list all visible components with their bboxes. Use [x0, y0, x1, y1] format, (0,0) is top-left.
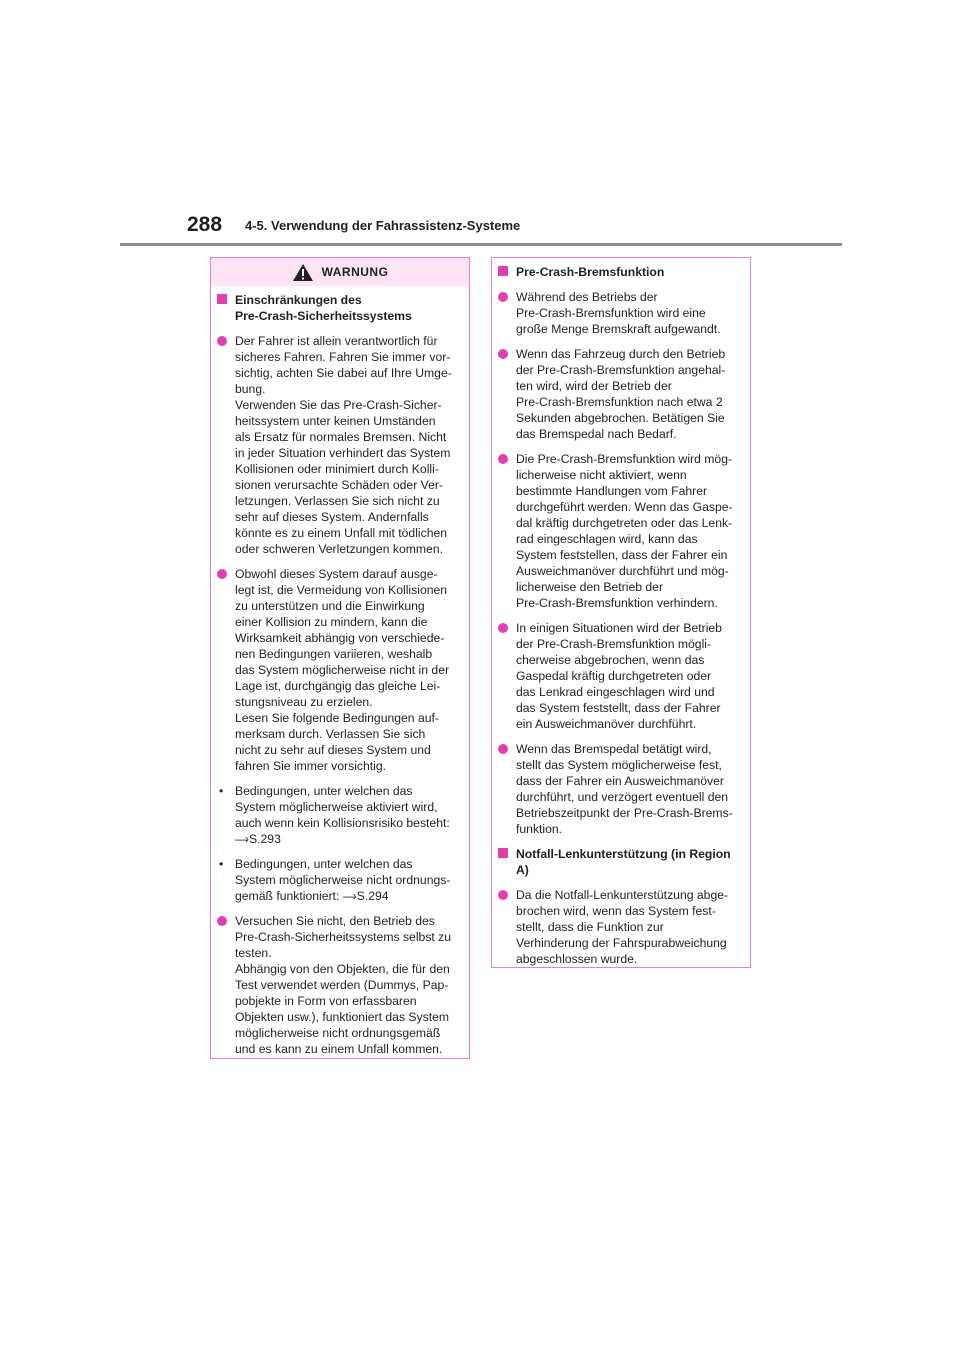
bullet-item — [217, 783, 463, 847]
paragraph-text: Versuchen Sie nicht, den Betrieb des Pre-Crash-Sicherheitssystems selbst zu testen. Abhängig von den Objekten, die für den Test verwendet werden (Dummys, Pap- pobjekte in Form von erfassbaren Objekten usw.), funktioniert das System möglicherweise nicht ordnungsgemäß und es kann zu einem Unfall kommen. — [235, 914, 452, 1056]
page-reference-text: S.294 — [356, 889, 389, 903]
circle-bullet-icon — [498, 349, 508, 359]
header-rule — [120, 243, 842, 246]
arrow-right-icon: —› — [342, 889, 355, 903]
list-item — [498, 887, 744, 967]
dot-bullet-icon: • — [219, 784, 224, 798]
paragraph-text: Die Pre-Crash-Bremsfunktion wird mög- licherweise nicht aktiviert, wenn bestimmte Handlungen vom Fahrer durchgeführt werden. Wenn das Gaspe- dal kräftig durchgetreten oder das Lenk- rad eingeschlagen wird, kann das System feststellen, dass der Fahrer ein Ausweichmanöver durchführt und mög- licherweise den Betrieb der Pre-Crash-Bremsfunktion verhindern. — [516, 452, 733, 610]
info-content — [492, 258, 750, 967]
info-box — [491, 257, 751, 968]
warning-header — [211, 258, 469, 286]
paragraph-text: Da die Notfall-Lenkunterstützung abge- brochen wird, wenn das System fest- stellt, dass die Funktion zur Verhinderung der Fahrspurabweichung abgeschlossen wurde. — [516, 888, 729, 966]
list-item — [217, 566, 463, 774]
paragraph-text: Wenn das Fahrzeug durch den Betrieb der Pre-Crash-Bremsfunktion angehal- ten wird, wird der Betrieb der Pre-Crash-Bremsfunktion nach etwa 2 Sekunden abgebrochen. Betätigen Sie das Bremspedal nach Bedarf. — [516, 347, 726, 441]
warning-content — [211, 286, 469, 1057]
paragraph-text: Einschränkungen des Pre-Crash-Sicherheitssystems — [235, 293, 412, 323]
section-heading — [498, 264, 744, 280]
list-item — [498, 346, 744, 442]
section-title: 4-5. Verwendung der Fahrassistenz-Systeme — [245, 218, 521, 233]
paragraph-text: Pre-Crash-Bremsfunktion — [516, 265, 665, 279]
arrow-right-icon: —› — [235, 832, 247, 846]
paragraph-text: Der Fahrer ist allein verantwortlich für sicheres Fahren. Fahren Sie immer vor- sichtig, achten Sie dabei auf Ihre Umge- bung. Verwenden Sie das Pre-Crash-Sicher- heitssystem unter keinen Umständen als Ersatz für normales Bremsen. Nicht in jeder Situation verhindert das System Kollisionen oder minimiert durch Kolli- sionen verursachte Schäden oder Ver- letzungen. Verlassen Sie sich nicht zu sehr auf dieses System. Andernfalls könnte es zu einem Unfall mit tödlichen oder schweren Verletzungen kommen. — [235, 334, 452, 556]
circle-bullet-icon — [498, 623, 508, 633]
square-bullet-icon — [217, 294, 227, 304]
paragraph-text: Bedingungen, unter welchen das System möglicherweise nicht ordnungs- gemäß funktioniert: — [235, 857, 451, 903]
warning-box — [210, 257, 470, 1059]
circle-bullet-icon — [217, 916, 227, 926]
warning-title: WARNUNG — [321, 265, 389, 279]
section-heading — [498, 846, 744, 878]
circle-bullet-icon — [217, 336, 227, 346]
list-item — [498, 451, 744, 611]
page-reference[interactable] — [235, 832, 281, 846]
paragraph-text: In einigen Situationen wird der Betrieb der Pre-Crash-Bremsfunktion mögli- cherweise abgebrochen, wenn das Gaspedal kräftig durchgetreten oder das Lenkrad eingeschlagen wird und das System feststellt, dass der Fahrer ein Ausweichmanöver durchführt. — [516, 621, 722, 731]
square-bullet-icon — [498, 848, 508, 858]
list-item — [498, 289, 744, 337]
page-reference-text: S.293 — [249, 832, 281, 846]
circle-bullet-icon — [498, 890, 508, 900]
section-heading — [217, 292, 463, 324]
paragraph-text: Obwohl dieses System darauf ausge- legt ist, die Vermeidung von Kollisionen zu unterstützen und die Einwirkung einer Kollision zu mindern, kann die Wirksamkeit abhängig von verschiede- nen Bedingungen variieren, weshalb das System möglicherweise nicht in der Lage ist, durchgängig das gleiche Lei- stungsniveau zu erzielen. Lesen Sie folgende Bedingungen auf- merksam durch. Verlassen Sie sich nicht zu sehr auf dieses System und fahren Sie immer vorsichtig. — [235, 567, 450, 773]
paragraph-text: Wenn das Bremspedal betätigt wird, stellt das System möglicherweise fest, dass der Fahrer ein Ausweichmanöver durchführt, und verzögert eventuell den Betriebszeitpunkt der Pre-Crash-Brems- funktion. — [516, 742, 733, 836]
paragraph-text: Bedingungen, unter welchen das System möglicherweise aktiviert wird, auch wenn kein Kollisionsrisiko besteht: — [235, 784, 450, 830]
warning-triangle-icon — [292, 263, 314, 282]
circle-bullet-icon — [217, 569, 227, 579]
paragraph-text: Notfall-Lenkunterstützung (in Region A) — [516, 847, 731, 877]
circle-bullet-icon — [498, 292, 508, 302]
page-number: 288 — [187, 213, 223, 236]
dot-bullet-icon: • — [219, 857, 224, 871]
page-reference[interactable] — [343, 889, 389, 903]
list-item — [217, 333, 463, 557]
list-item — [498, 620, 744, 732]
circle-bullet-icon — [498, 454, 508, 464]
paragraph-text: Während des Betriebs der Pre-Crash-Bremsfunktion wird eine große Menge Bremskraft aufgewandt. — [516, 290, 721, 336]
list-item — [217, 913, 463, 1057]
bullet-item — [217, 856, 463, 904]
square-bullet-icon — [498, 266, 508, 276]
circle-bullet-icon — [498, 744, 508, 754]
list-item — [498, 741, 744, 837]
